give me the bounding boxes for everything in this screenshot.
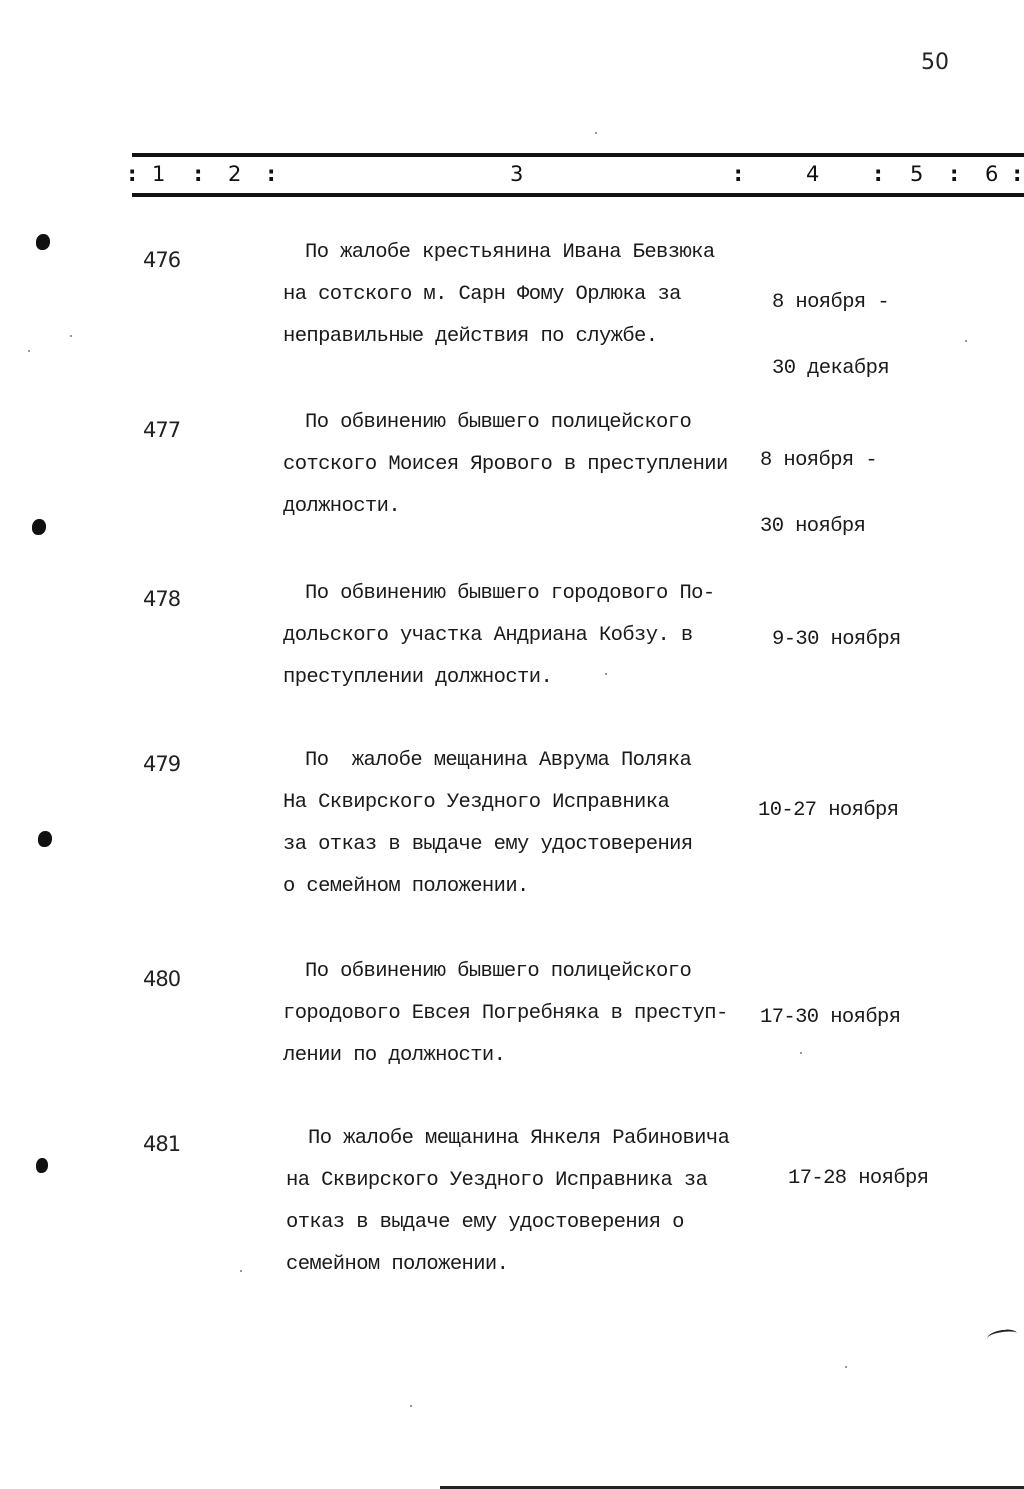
description-line: сотского Моисея Ярового в преступлении <box>283 453 728 476</box>
date-line: 8 ноября - <box>772 291 890 314</box>
date-line: 17-28 ноября <box>788 1167 929 1190</box>
column-separator: : <box>1013 162 1022 186</box>
record-date-range <box>772 585 901 695</box>
record-description <box>283 951 783 1077</box>
scan-speck <box>800 1052 802 1054</box>
description-line: городового Евсея Погребняка в преступ- <box>283 1002 728 1025</box>
column-separator: : <box>950 162 959 186</box>
record-number: 477 <box>143 418 181 442</box>
header-top-rule <box>132 153 1024 157</box>
column-header-3: 3 <box>510 162 524 186</box>
record-date-range <box>788 1124 928 1234</box>
column-header-1: 1 <box>152 162 166 186</box>
record-date-range <box>772 248 889 424</box>
description-line: По обвинению бывшего полицейского <box>305 411 692 434</box>
date-line: 10-27 ноября <box>758 799 899 822</box>
record-description <box>283 232 783 358</box>
description-line: По жалобе мещанина Аврума Поляка <box>305 749 692 772</box>
date-line: 30 ноября <box>760 515 866 538</box>
pen-mark <box>986 1328 1017 1343</box>
punch-hole-icon <box>38 831 52 847</box>
scan-speck <box>240 1270 242 1272</box>
description-line: на сотского м. Сарн Фому Орлюка за <box>283 283 681 306</box>
punch-hole-icon <box>36 1158 48 1173</box>
description-line: лении по должности. <box>283 1044 506 1067</box>
column-separator: : <box>267 162 276 186</box>
description-line: семейном положении. <box>286 1253 509 1276</box>
punch-hole-icon <box>32 519 46 535</box>
punch-hole-icon <box>36 234 50 250</box>
scan-speck <box>595 132 597 134</box>
scan-speck <box>845 1366 847 1368</box>
record-description <box>286 1118 786 1286</box>
description-line: На Сквирского Уездного Исправника <box>283 791 670 814</box>
record-description <box>283 573 783 699</box>
column-separator: : <box>874 162 883 186</box>
page-number: 50 <box>921 50 949 75</box>
column-header-6: 6 <box>985 162 999 186</box>
description-line: неправильные действия по службе. <box>283 325 658 348</box>
record-number: 478 <box>143 587 181 611</box>
column-separator: : <box>734 162 743 186</box>
description-line: о семейном положении. <box>283 875 529 898</box>
record-date-range <box>758 756 898 866</box>
header-bottom-rule <box>132 193 1024 197</box>
date-line: 17-30 ноября <box>760 1006 901 1029</box>
date-line: 30 декабря <box>772 357 890 380</box>
record-number: 481 <box>143 1132 181 1156</box>
description-line: По обвинению бывшего городового По- <box>305 582 715 605</box>
record-number: 479 <box>143 752 181 776</box>
record-date-range <box>760 406 877 582</box>
column-header-4: 4 <box>806 162 820 186</box>
description-line: По обвинению бывшего полицейского <box>305 960 692 983</box>
scan-speck <box>605 673 607 675</box>
record-number: 480 <box>143 967 181 991</box>
column-header-5: 5 <box>910 162 924 186</box>
description-line: дольского участка Андриана Кобзу. в <box>283 624 693 647</box>
column-header-2: 2 <box>228 162 242 186</box>
scan-speck <box>28 350 30 352</box>
column-separator: : <box>194 162 203 186</box>
record-number: 476 <box>143 248 181 272</box>
date-line: 9-30 ноября <box>772 628 901 651</box>
description-line: преступлении должности. <box>283 666 553 689</box>
scan-speck <box>965 340 967 342</box>
description-line: за отказ в выдаче ему удостоверения <box>283 833 693 856</box>
scan-speck <box>410 1405 412 1407</box>
column-separator: : <box>128 162 137 186</box>
record-date-range <box>760 963 900 1073</box>
description-line: отказ в выдаче ему удостоверения о <box>286 1211 684 1234</box>
description-line: на Сквирского Уездного Исправника за <box>286 1169 708 1192</box>
record-description <box>283 402 783 528</box>
description-line: По жалобе крестьянина Ивана Бевзюка <box>305 241 715 264</box>
date-line: 8 ноября - <box>760 449 878 472</box>
scan-speck <box>70 335 72 337</box>
description-line: должности. <box>283 495 401 518</box>
description-line: По жалобе мещанина Янкеля Рабиновича <box>308 1127 730 1150</box>
record-description <box>283 740 783 908</box>
column-header-row <box>0 162 1024 192</box>
